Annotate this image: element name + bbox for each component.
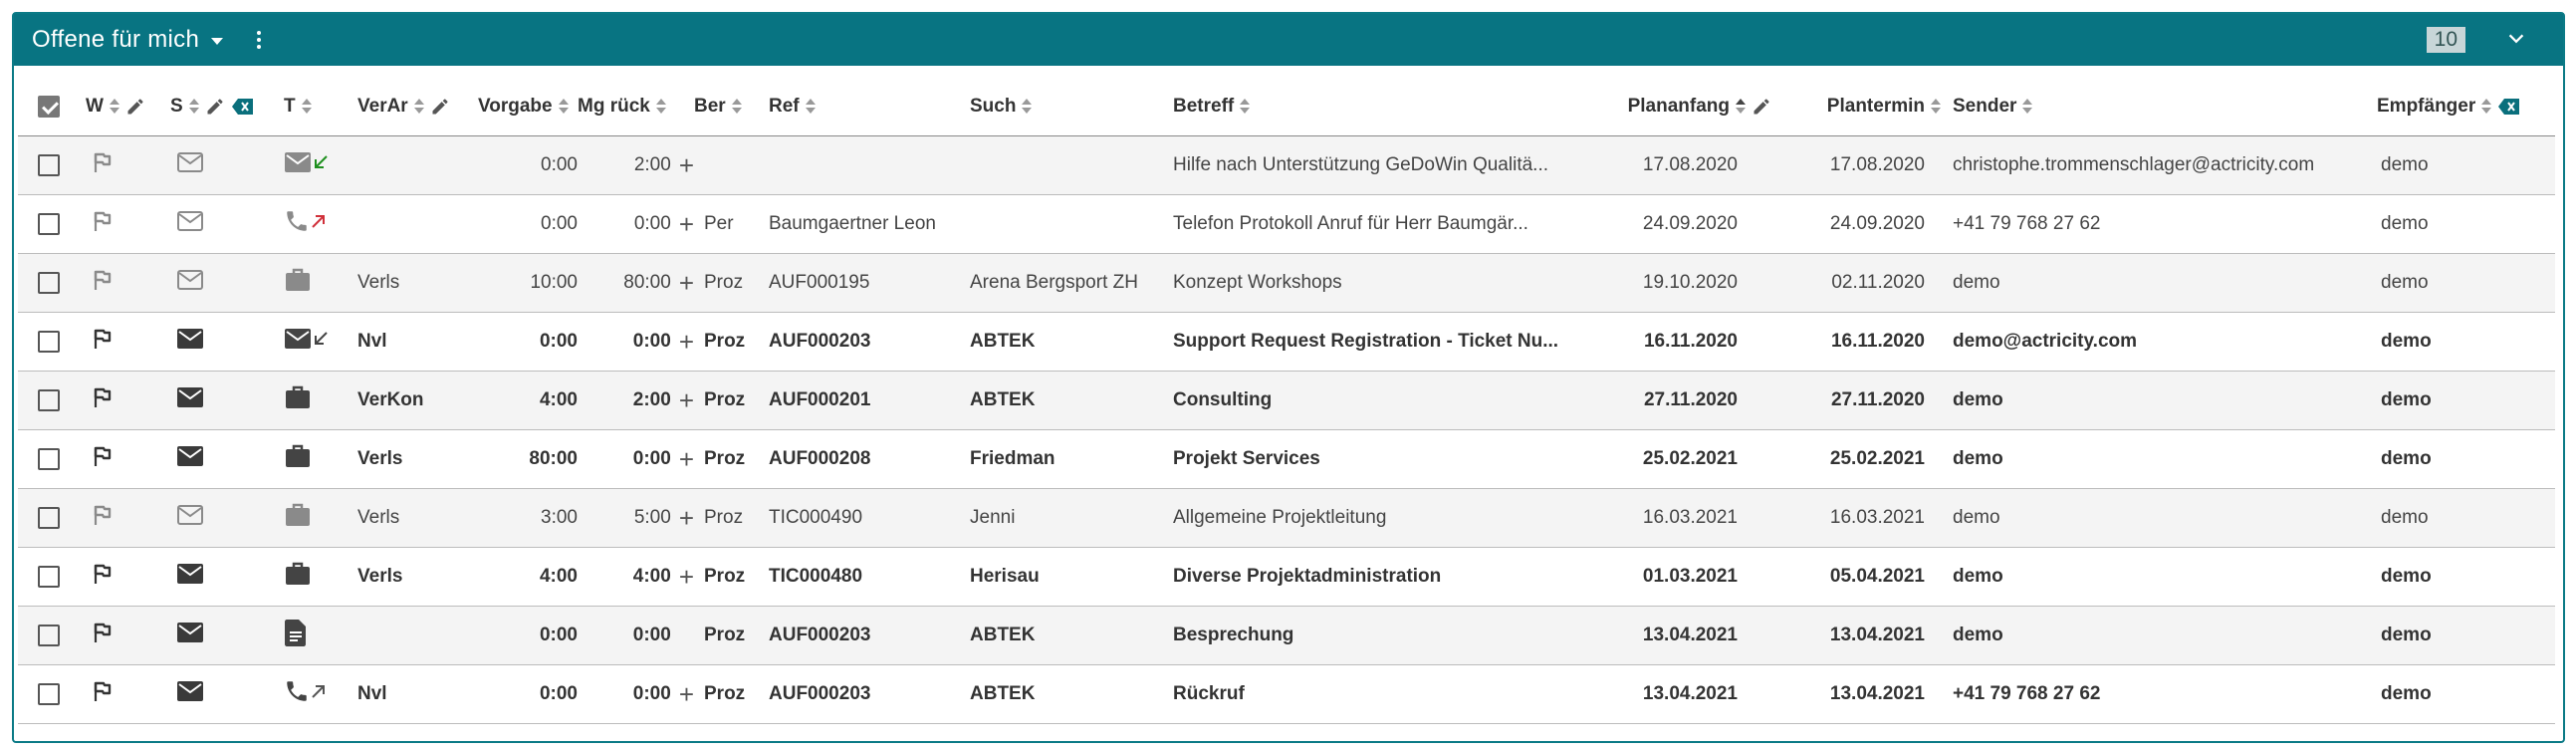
empfaenger-cell: demo [2377, 136, 2555, 195]
sender-cell: demo [1953, 372, 2377, 430]
mgrueck-cell [578, 136, 694, 195]
vorgabe-cell: 3:00 [478, 489, 578, 548]
betreff-cell[interactable]: Allgemeine Projektleitung [1173, 489, 1607, 548]
flag-cell [86, 665, 170, 724]
sort-icon[interactable] [732, 99, 742, 115]
vorgabe-cell: 80:00 [478, 430, 578, 489]
such-cell [970, 195, 1173, 254]
arrow-incoming-icon [312, 330, 330, 354]
table-row[interactable] [18, 313, 2555, 372]
mgrueck-value: 5:00 [633, 507, 671, 528]
column-empfaenger[interactable] [2377, 78, 2555, 136]
type-cell [284, 195, 357, 254]
plantermin-cell: 13.04.2021 [1779, 665, 1953, 724]
such-cell [970, 136, 1173, 195]
column-empfaenger-label: Empfänger [2377, 96, 2476, 117]
status-cell [170, 607, 284, 665]
row-checkbox[interactable] [38, 448, 60, 470]
table-row[interactable] [18, 136, 2555, 195]
mgrueck-value: 0:00 [632, 448, 671, 469]
row-select-cell [18, 313, 86, 372]
flag-icon[interactable] [92, 334, 112, 355]
column-plananfang[interactable] [1607, 78, 1779, 136]
column-ber-label: Ber [694, 96, 726, 117]
plananfang-cell: 16.03.2021 [1607, 489, 1779, 548]
verar-cell [357, 195, 478, 254]
empfaenger-cell: demo [2377, 372, 2555, 430]
column-betreff-label: Betreff [1173, 96, 1235, 117]
verar-cell [357, 136, 478, 195]
briefcase-icon [284, 561, 312, 593]
type-cell [284, 136, 357, 195]
verar-cell: Verls [357, 548, 478, 607]
plantermin-cell: 27.11.2020 [1779, 372, 1953, 430]
table-row[interactable] [18, 607, 2555, 665]
table-row[interactable] [18, 548, 2555, 607]
flag-cell [86, 195, 170, 254]
ref-cell: TIC000490 [769, 489, 970, 548]
sort-icon[interactable] [2022, 99, 2032, 115]
mgrueck-cell [578, 607, 694, 665]
pencil-icon[interactable] [205, 97, 225, 117]
mgrueck-value: 0:00 [632, 683, 671, 704]
row-select-cell [18, 607, 86, 665]
flag-icon[interactable] [92, 157, 112, 178]
verar-cell: Verls [357, 489, 478, 548]
vorgabe-cell: 0:00 [478, 665, 578, 724]
read-envelope-icon[interactable] [176, 216, 204, 237]
sort-icon[interactable] [414, 99, 424, 115]
table-row[interactable] [18, 372, 2555, 430]
column-mgrueck[interactable] [578, 78, 694, 136]
sender-cell: +41 79 768 27 62 [1953, 665, 2377, 724]
mgrueck-cell [578, 430, 694, 489]
unread-envelope-icon[interactable] [176, 392, 204, 413]
column-plananfang-label: Plananfang [1627, 96, 1730, 117]
add-time-icon[interactable]: + [678, 678, 694, 709]
mgrueck-cell [578, 489, 694, 548]
type-cell [284, 254, 357, 313]
read-envelope-icon[interactable] [176, 275, 204, 296]
plantermin-cell: 05.04.2021 [1779, 548, 1953, 607]
arrow-outgoing-icon [310, 212, 328, 236]
mgrueck-value: 2:00 [633, 154, 671, 175]
status-cell [170, 430, 284, 489]
betreff-cell[interactable]: Consulting [1173, 372, 1607, 430]
ref-cell: AUF000203 [769, 607, 970, 665]
verar-cell: Nvl [357, 313, 478, 372]
select-all-header [18, 78, 86, 136]
verar-cell [357, 607, 478, 665]
betreff-cell[interactable]: Konzept Workshops [1173, 254, 1607, 313]
briefcase-icon [284, 443, 312, 475]
pencil-icon[interactable] [1752, 97, 1771, 117]
verar-cell: Nvl [357, 665, 478, 724]
type-cell [284, 607, 357, 665]
verar-cell: Verls [357, 254, 478, 313]
status-cell [170, 489, 284, 548]
type-cell [284, 548, 357, 607]
arrow-outgoing-icon [310, 682, 328, 706]
plananfang-cell: 16.11.2020 [1607, 313, 1779, 372]
flag-cell [86, 136, 170, 195]
unread-envelope-icon[interactable] [176, 686, 204, 707]
flag-cell [86, 607, 170, 665]
caret-down-icon [211, 38, 223, 45]
document-icon [284, 619, 308, 652]
sender-cell: christophe.trommenschlager@actricity.com [1953, 136, 2377, 195]
flag-icon[interactable] [92, 451, 112, 472]
mgrueck-value: 2:00 [632, 389, 671, 410]
flag-cell [86, 430, 170, 489]
row-select-cell [18, 548, 86, 607]
flag-cell [86, 254, 170, 313]
ber-cell: Proz [694, 607, 769, 665]
table-row[interactable] [18, 665, 2555, 724]
row-checkbox[interactable] [38, 625, 60, 646]
row-select-cell [18, 372, 86, 430]
row-select-cell [18, 195, 86, 254]
flag-icon[interactable] [92, 569, 112, 590]
sort-icon[interactable] [1240, 99, 1250, 115]
sender-cell: demo [1953, 430, 2377, 489]
row-select-cell [18, 489, 86, 548]
plananfang-cell: 13.04.2021 [1607, 665, 1779, 724]
status-cell [170, 548, 284, 607]
sender-cell: demo [1953, 489, 2377, 548]
ber-cell: Per [694, 195, 769, 254]
vorgabe-cell: 0:00 [478, 607, 578, 665]
panel-header [14, 14, 2563, 66]
flag-icon[interactable] [92, 216, 112, 237]
clear-filter-icon[interactable] [231, 97, 255, 117]
betreff-cell[interactable]: Besprechung [1173, 607, 1607, 665]
empfaenger-cell: demo [2377, 548, 2555, 607]
column-t[interactable] [284, 78, 357, 136]
empfaenger-cell: demo [2377, 665, 2555, 724]
column-sender-label: Sender [1953, 96, 2017, 117]
select-all-checkbox[interactable] [38, 96, 60, 118]
row-select-cell [18, 430, 86, 489]
ber-cell: Proz [694, 372, 769, 430]
plananfang-cell: 19.10.2020 [1607, 254, 1779, 313]
sender-cell: demo [1953, 607, 2377, 665]
empfaenger-cell: demo [2377, 313, 2555, 372]
table-row[interactable] [18, 254, 2555, 313]
verar-cell: VerKon [357, 372, 478, 430]
envelope-icon [284, 151, 312, 179]
sender-cell: demo@actricity.com [1953, 313, 2377, 372]
column-vorgabe[interactable] [478, 78, 578, 136]
column-s-label: S [170, 96, 183, 117]
ref-cell: AUF000201 [769, 372, 970, 430]
mgrueck-cell [578, 313, 694, 372]
arrow-incoming-icon [312, 153, 330, 177]
phone-icon [284, 678, 310, 710]
row-select-cell [18, 254, 86, 313]
row-checkbox[interactable] [38, 154, 60, 176]
sort-icon[interactable] [302, 99, 312, 115]
envelope-icon [284, 328, 312, 356]
pencil-icon[interactable] [430, 97, 450, 117]
empfaenger-cell: demo [2377, 430, 2555, 489]
plananfang-cell: 25.02.2021 [1607, 430, 1779, 489]
sort-icon[interactable] [189, 99, 199, 115]
vorgabe-cell: 0:00 [478, 136, 578, 195]
column-ber[interactable] [694, 78, 769, 136]
unread-envelope-icon[interactable] [176, 451, 204, 472]
ref-cell: AUF000203 [769, 665, 970, 724]
add-time-icon[interactable]: + [678, 208, 694, 239]
sort-asc-icon[interactable] [1736, 99, 1746, 115]
flag-cell [86, 548, 170, 607]
mgrueck-value: 4:00 [632, 566, 671, 587]
sort-icon[interactable] [559, 99, 569, 115]
such-cell: Jenni [970, 489, 1173, 548]
sort-icon[interactable] [110, 99, 119, 115]
such-cell: ABTEK [970, 665, 1173, 724]
mgrueck-cell [578, 254, 694, 313]
unread-envelope-icon[interactable] [176, 334, 204, 355]
briefcase-icon [284, 502, 312, 534]
status-cell [170, 665, 284, 724]
vorgabe-cell: 0:00 [478, 195, 578, 254]
read-envelope-icon[interactable] [176, 510, 204, 531]
task-table [18, 78, 2555, 724]
such-cell: Friedman [970, 430, 1173, 489]
column-verar-label: VerAr [357, 96, 408, 117]
type-cell [284, 665, 357, 724]
such-cell: Arena Bergsport ZH [970, 254, 1173, 313]
sender-cell: +41 79 768 27 62 [1953, 195, 2377, 254]
empfaenger-cell: demo [2377, 607, 2555, 665]
plantermin-cell: 13.04.2021 [1779, 607, 1953, 665]
ref-cell [769, 136, 970, 195]
row-select-cell [18, 665, 86, 724]
mgrueck-value: 0:00 [632, 625, 671, 645]
ref-cell: AUF000208 [769, 430, 970, 489]
column-t-label: T [284, 96, 296, 117]
table-row[interactable] [18, 430, 2555, 489]
empfaenger-cell: demo [2377, 489, 2555, 548]
row-checkbox[interactable] [38, 683, 60, 705]
unread-envelope-icon[interactable] [176, 569, 204, 590]
ber-cell: Proz [694, 430, 769, 489]
empfaenger-cell: demo [2377, 195, 2555, 254]
add-time-icon[interactable]: + [678, 502, 694, 533]
clear-filter-icon[interactable] [2497, 97, 2521, 117]
column-betreff[interactable] [1173, 78, 1607, 136]
row-checkbox[interactable] [38, 507, 60, 529]
phone-icon [284, 208, 310, 240]
sort-icon[interactable] [2481, 99, 2491, 115]
column-vorgabe-label: Vorgabe [478, 96, 553, 117]
add-time-icon[interactable]: + [678, 561, 694, 592]
such-cell: Herisau [970, 548, 1173, 607]
item-count-badge: 10 [2427, 27, 2465, 53]
column-such[interactable] [970, 78, 1173, 136]
flag-icon[interactable] [92, 392, 112, 413]
ber-cell: Proz [694, 254, 769, 313]
add-time-icon[interactable]: + [678, 149, 694, 180]
chevron-down-icon[interactable] [2505, 28, 2527, 50]
ber-cell: Proz [694, 548, 769, 607]
status-cell [170, 136, 284, 195]
column-w-label: W [86, 96, 104, 117]
mgrueck-value: 80:00 [623, 272, 671, 293]
ber-cell: Proz [694, 489, 769, 548]
add-time-icon[interactable]: + [678, 384, 694, 415]
status-cell [170, 372, 284, 430]
table-row[interactable] [18, 489, 2555, 548]
betreff-cell[interactable]: Projekt Services [1173, 430, 1607, 489]
column-ref-label: Ref [769, 96, 800, 117]
ref-cell: TIC000480 [769, 548, 970, 607]
ber-cell: Proz [694, 313, 769, 372]
flag-icon[interactable] [92, 686, 112, 707]
plananfang-cell: 17.08.2020 [1607, 136, 1779, 195]
column-w[interactable] [86, 78, 170, 136]
more-options-icon[interactable] [253, 27, 265, 53]
type-cell [284, 313, 357, 372]
flag-icon[interactable] [92, 510, 112, 531]
briefcase-icon [284, 384, 312, 416]
type-cell [284, 430, 357, 489]
betreff-cell[interactable]: Rückruf [1173, 665, 1607, 724]
plananfang-cell: 01.03.2021 [1607, 548, 1779, 607]
mgrueck-cell [578, 372, 694, 430]
vorgabe-cell: 0:00 [478, 313, 578, 372]
column-plantermin-label: Plantermin [1826, 96, 1925, 117]
sort-icon[interactable] [1022, 99, 1032, 115]
column-sender[interactable] [1953, 78, 2377, 136]
ber-cell: Proz [694, 665, 769, 724]
ref-cell: AUF000195 [769, 254, 970, 313]
plantermin-cell: 25.02.2021 [1779, 430, 1953, 489]
type-cell [284, 372, 357, 430]
plantermin-cell: 16.03.2021 [1779, 489, 1953, 548]
plantermin-cell: 17.08.2020 [1779, 136, 1953, 195]
sender-cell: demo [1953, 254, 2377, 313]
briefcase-icon [284, 267, 312, 299]
column-mgrueck-label: Mg rück [578, 96, 650, 117]
betreff-cell[interactable]: Support Request Registration - Ticket Nu... [1173, 313, 1607, 372]
add-time-icon[interactable]: + [678, 443, 694, 474]
sort-icon[interactable] [806, 99, 816, 115]
plananfang-cell: 24.09.2020 [1607, 195, 1779, 254]
table-header-row [18, 78, 2555, 136]
plantermin-cell: 16.11.2020 [1779, 313, 1953, 372]
row-checkbox[interactable] [38, 389, 60, 411]
flag-cell [86, 372, 170, 430]
plantermin-cell: 02.11.2020 [1779, 254, 1953, 313]
read-envelope-icon[interactable] [176, 157, 204, 178]
pencil-icon[interactable] [125, 97, 145, 117]
add-time-icon[interactable]: + [678, 267, 694, 298]
column-s[interactable] [170, 78, 284, 136]
mgrueck-cell [578, 548, 694, 607]
row-checkbox[interactable] [38, 272, 60, 294]
betreff-cell[interactable]: Telefon Protokoll Anruf für Herr Baumgär... [1173, 195, 1607, 254]
view-selector[interactable] [32, 26, 223, 54]
verar-cell: Verls [357, 430, 478, 489]
mgrueck-cell [578, 195, 694, 254]
flag-icon[interactable] [92, 627, 112, 648]
view-title: Offene für mich [32, 26, 200, 53]
status-cell [170, 254, 284, 313]
column-ref[interactable] [769, 78, 970, 136]
mgrueck-value: 0:00 [633, 213, 671, 234]
column-plantermin[interactable] [1779, 78, 1953, 136]
mgrueck-value: 0:00 [632, 331, 671, 352]
task-list-panel [12, 12, 2565, 743]
flag-cell [86, 489, 170, 548]
row-checkbox[interactable] [38, 213, 60, 235]
column-such-label: Such [970, 96, 1017, 117]
sort-icon[interactable] [1931, 99, 1941, 115]
plantermin-cell: 24.09.2020 [1779, 195, 1953, 254]
row-checkbox[interactable] [38, 331, 60, 353]
row-checkbox[interactable] [38, 566, 60, 588]
vorgabe-cell: 4:00 [478, 548, 578, 607]
such-cell: ABTEK [970, 607, 1173, 665]
such-cell: ABTEK [970, 372, 1173, 430]
ref-cell: Baumgaertner Leon [769, 195, 970, 254]
column-verar[interactable] [357, 78, 478, 136]
empfaenger-cell: demo [2377, 254, 2555, 313]
sort-icon[interactable] [656, 99, 666, 115]
status-cell [170, 313, 284, 372]
row-select-cell [18, 136, 86, 195]
add-time-icon[interactable]: + [678, 326, 694, 357]
such-cell: ABTEK [970, 313, 1173, 372]
betreff-cell[interactable]: Diverse Projektadministration [1173, 548, 1607, 607]
plananfang-cell: 27.11.2020 [1607, 372, 1779, 430]
table-row[interactable] [18, 195, 2555, 254]
unread-envelope-icon[interactable] [176, 627, 204, 648]
vorgabe-cell: 10:00 [478, 254, 578, 313]
ber-cell [694, 136, 769, 195]
flag-cell [86, 313, 170, 372]
vorgabe-cell: 4:00 [478, 372, 578, 430]
plananfang-cell: 13.04.2021 [1607, 607, 1779, 665]
type-cell [284, 489, 357, 548]
status-cell [170, 195, 284, 254]
betreff-cell[interactable]: Hilfe nach Unterstützung GeDoWin Qualitä... [1173, 136, 1607, 195]
ref-cell: AUF000203 [769, 313, 970, 372]
mgrueck-cell [578, 665, 694, 724]
flag-icon[interactable] [92, 275, 112, 296]
sender-cell: demo [1953, 548, 2377, 607]
